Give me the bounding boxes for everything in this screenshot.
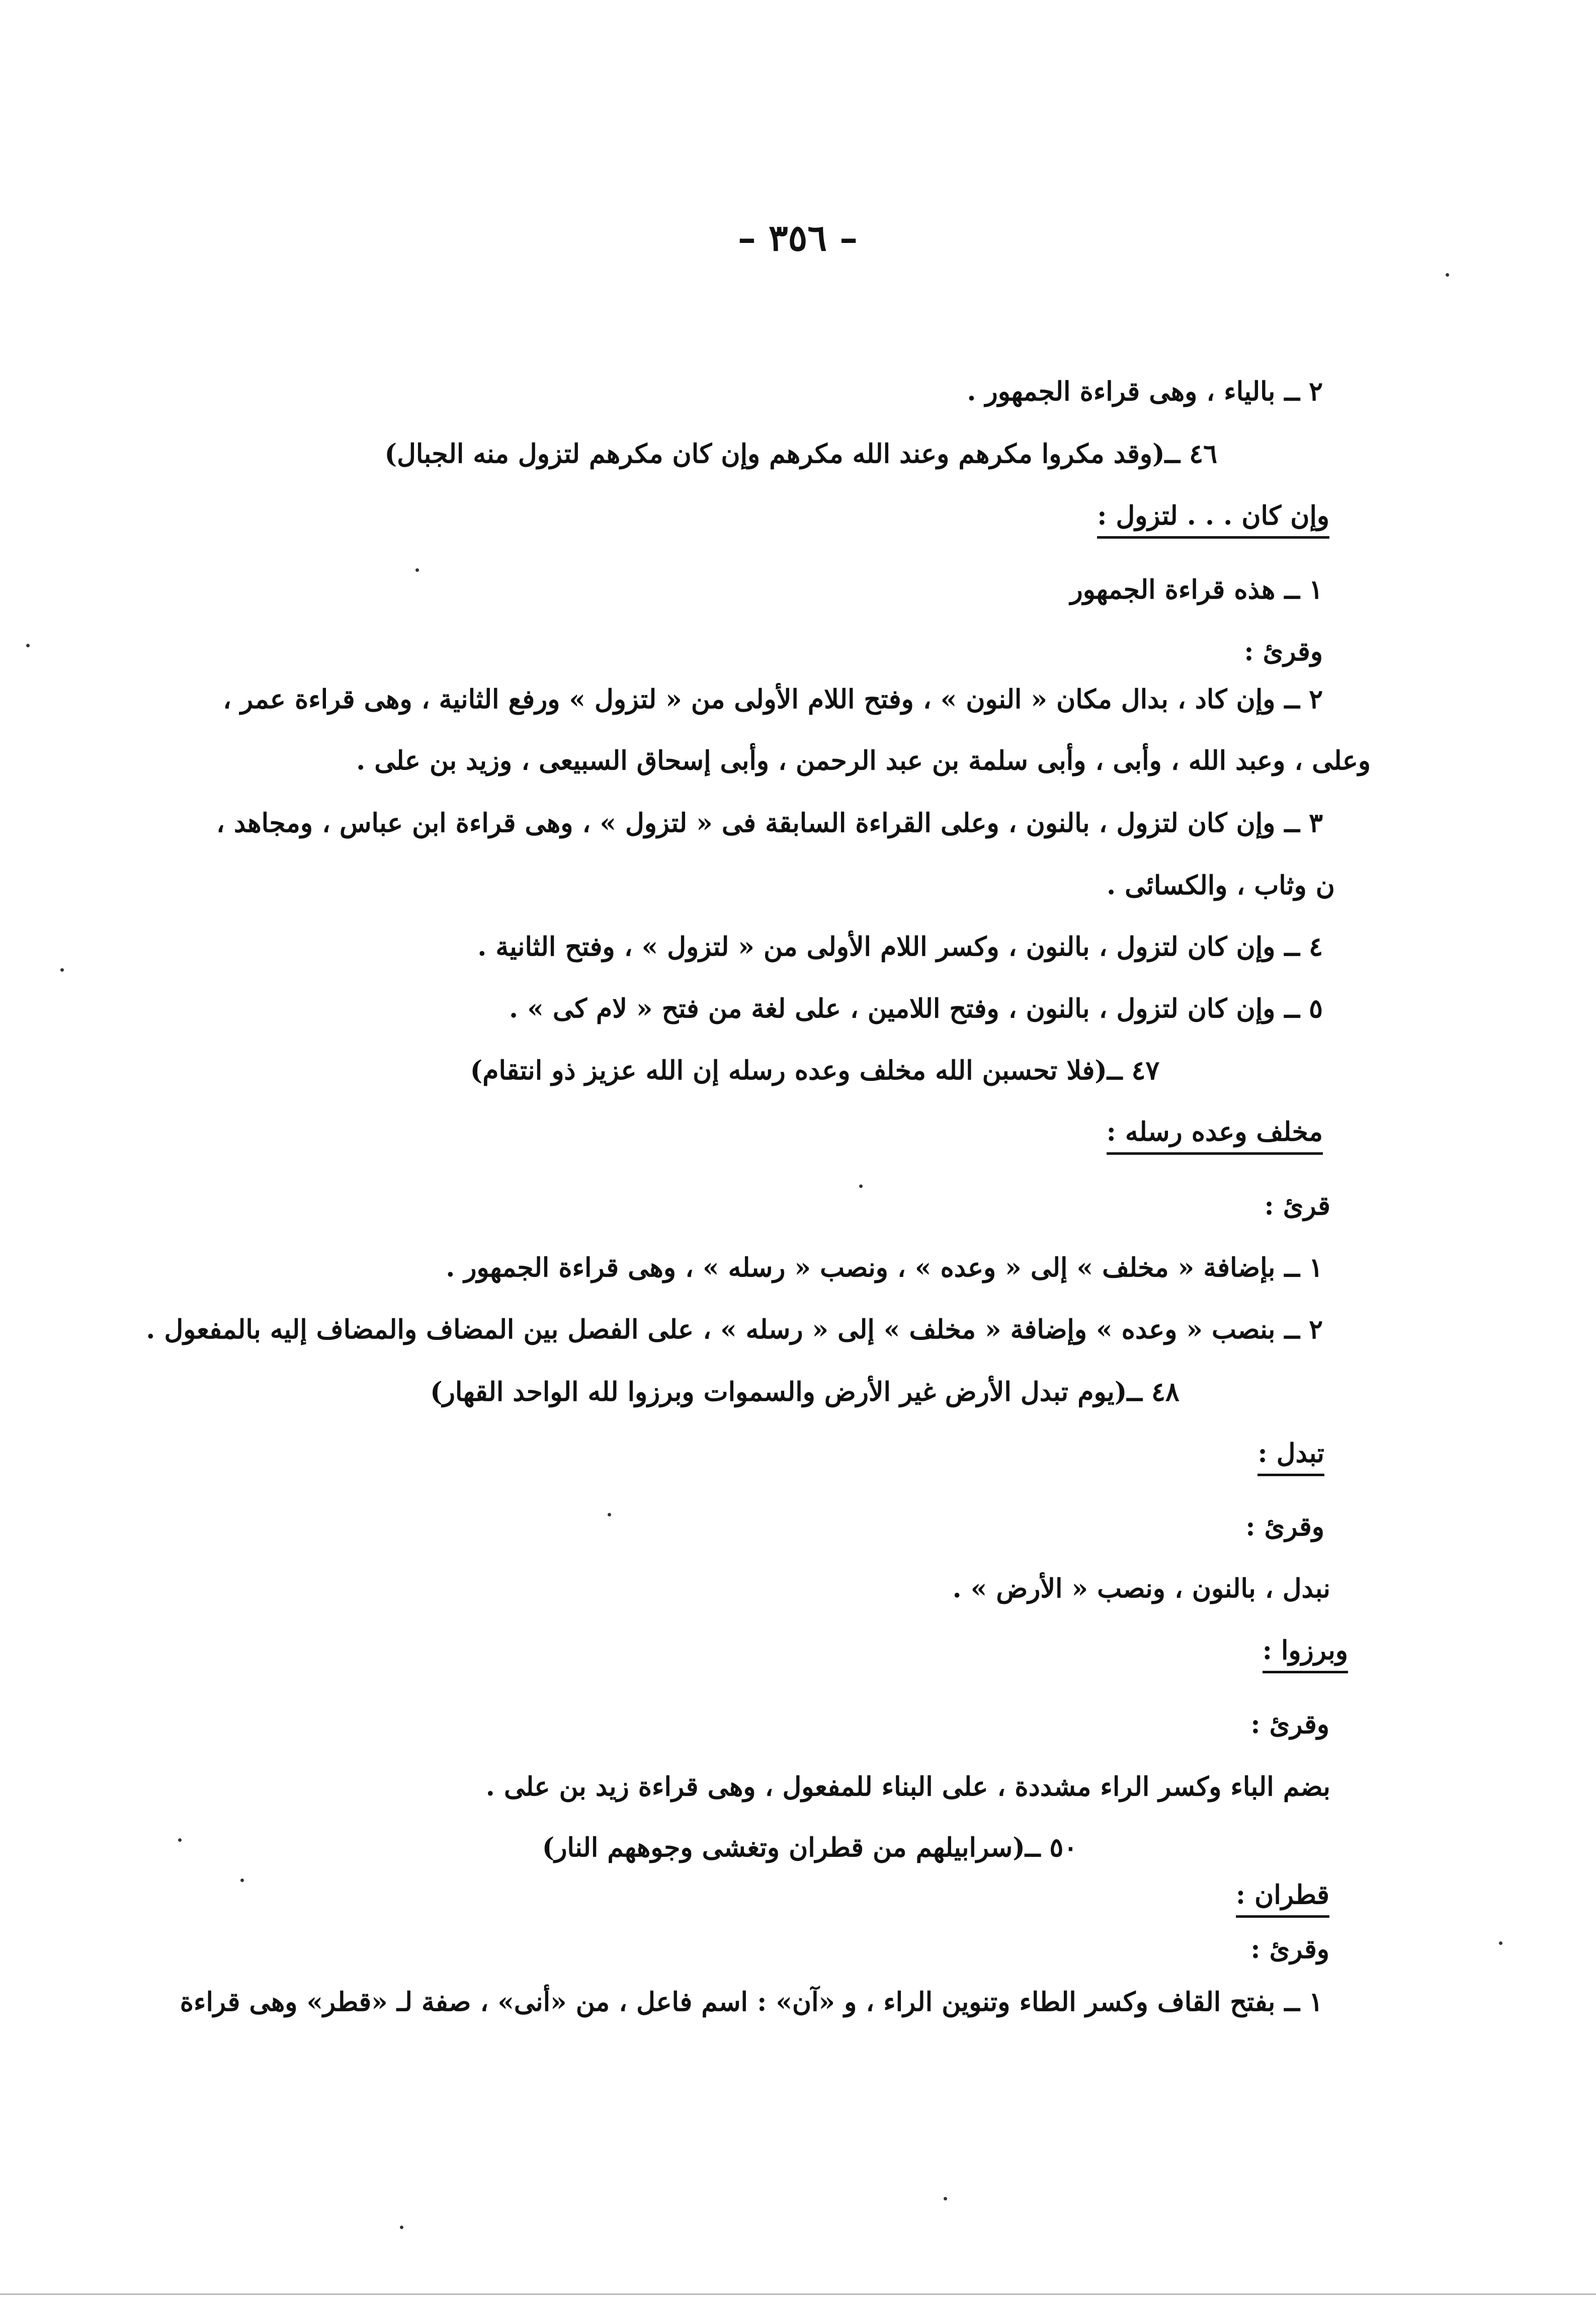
text-line: نبدل ، بالنون ، ونصب « الأرض » . bbox=[952, 1573, 1330, 1604]
text-line: وعلى ، وعبد الله ، وأبى ، وأبى سلمة بن عبد الرحمن ، وأبى إسحاق السبيعى ، وزيد بن على . bbox=[356, 745, 1371, 776]
scan-speck bbox=[608, 1513, 611, 1516]
text-line: ١ ــ بفتح القاف وكسر الطاء وتنوين الراء ، و «آن» : اسم فاعل ، من «أنى» ، صفة لـ «قطر» وهى قراءة bbox=[180, 1987, 1323, 2017]
scan-speck bbox=[60, 968, 64, 972]
scan-speck bbox=[26, 644, 30, 647]
text-line: ٢ ــ وإن كاد ، بدال مكان « النون » ، وفتح اللام الأولى من « لتزول » ورفع الثانية ، وهى قراءة عمر ، bbox=[223, 684, 1323, 715]
scan-speck bbox=[178, 1838, 182, 1842]
text-line: وقرئ : bbox=[1250, 1934, 1329, 1965]
verse-line: ٤٨ ــ(يوم تبدل الأرض غير الأرض والسموات وبرزوا لله الواحد القهار) bbox=[430, 1377, 1180, 1407]
text-line: ٢ ــ بنصب « وعده » وإضافة « مخلف » إلى « رسله » ، على الفصل بين المضاف والمضاف إليه بالمفعول . bbox=[146, 1314, 1323, 1345]
section-heading: وإن كان . . . لتزول : bbox=[1097, 503, 1329, 539]
page-number: – ٣٥٦ – bbox=[737, 216, 858, 259]
text-line: وقرئ : bbox=[1250, 1709, 1329, 1740]
text-line: قرئ : bbox=[1264, 1190, 1330, 1221]
section-heading: قطران : bbox=[1236, 1882, 1329, 1918]
scan-speck bbox=[400, 2226, 403, 2229]
text-line: بضم الباء وكسر الراء مشددة ، على البناء للمفعول ، وهى قراءة زيد بن على . bbox=[485, 1771, 1330, 1802]
section-heading: مخلف وعده رسله : bbox=[1107, 1119, 1323, 1155]
verse-line: ٥٠ ــ(سرابيلهم من قطران وتغشى وجوههم النار) bbox=[542, 1832, 1078, 1863]
text-line: ن وثاب ، والكسائى . bbox=[1106, 870, 1335, 901]
text-line: ٣ ــ وإن كان لتزول ، بالنون ، وعلى القراءة السابقة فى « لتزول » ، وهى قراءة ابن عباس ، ومجاهد ، bbox=[216, 808, 1323, 838]
text-line: ١ ــ هذه قراءة الجمهور bbox=[1070, 574, 1323, 605]
scan-speck bbox=[240, 1879, 244, 1882]
scan-edge bbox=[0, 2293, 1596, 2295]
section-heading: تبدل : bbox=[1257, 1440, 1324, 1476]
text-line: ١ ــ بإضافة « مخلف » إلى « وعده » ، ونصب « رسله » ، وهى قراءة الجمهور . bbox=[446, 1252, 1323, 1283]
verse-line: ٤٧ ــ(فلا تحسبن الله مخلف وعده رسله إن الله عزيز ذو انتقام) bbox=[470, 1055, 1160, 1086]
scan-speck bbox=[1499, 1941, 1502, 1945]
scan-speck bbox=[415, 568, 419, 572]
scan-speck bbox=[944, 2197, 947, 2200]
text-line: ٤ ــ وإن كان لتزول ، بالنون ، وكسر اللام الأولى من « لتزول » ، وفتح الثانية . bbox=[477, 931, 1323, 962]
section-heading: وبرزوا : bbox=[1263, 1638, 1348, 1673]
verse-line: ٤٦ ــ(وقد مكروا مكرهم وعند الله مكرهم وإن كان مكرهم لتزول منه الجبال) bbox=[384, 439, 1217, 469]
text-line: وقرئ : bbox=[1245, 1511, 1324, 1542]
scan-speck bbox=[859, 1184, 863, 1188]
text-line: ٢ ــ بالياء ، وهى قراءة الجمهور . bbox=[967, 376, 1323, 407]
text-line: وقرئ : bbox=[1244, 636, 1323, 667]
text-line: ٥ ــ وإن كان لتزول ، بالنون ، وفتح اللامين ، على لغة من فتح « لام كى » . bbox=[509, 993, 1323, 1024]
scan-speck bbox=[1446, 273, 1449, 277]
